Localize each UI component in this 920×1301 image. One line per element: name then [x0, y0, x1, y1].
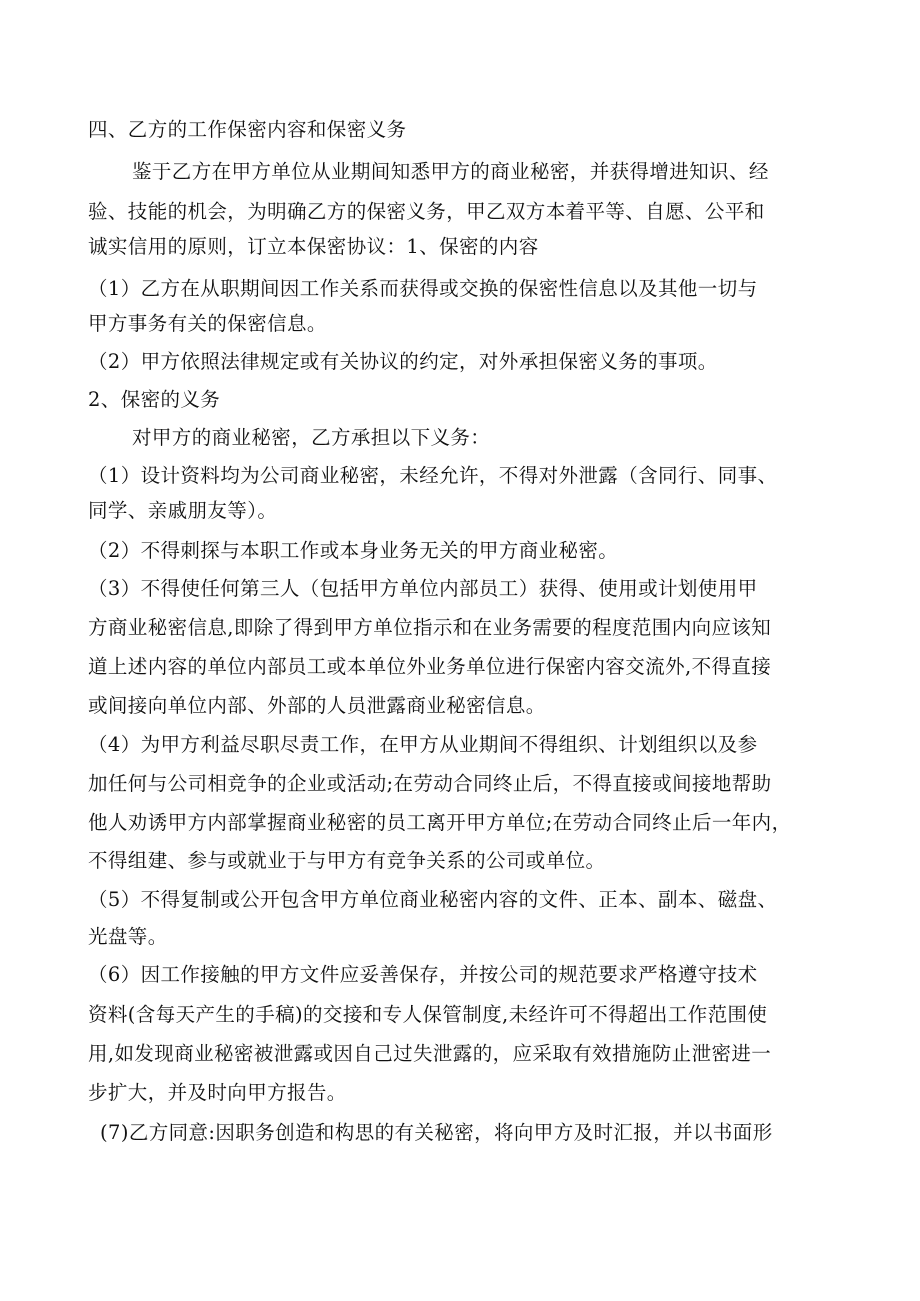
obligation-6-line: （6）因工作接触的甲方文件应妥善保存，并按公司的规范要求严格遵守技术	[88, 963, 758, 986]
content-item-1-line: 甲方事务有关的保密信息。	[88, 312, 327, 335]
content-item-1-line: （1）乙方在从职期间因工作关系而获得或交换的保密性信息以及其他一切与	[88, 277, 758, 300]
obligation-3-line: 方商业秘密信息,即除了得到甲方单位指示和在业务需要的程度范围内向应该知	[88, 616, 772, 639]
obligation-4-line: 加任何与公司相竞争的企业或活动;在劳动合同终止后，不得直接或间接地帮助	[88, 772, 772, 795]
obligation-7-line: (7)乙方同意:因职务创造和构思的有关秘密，将向甲方及时汇报，并以书面形	[100, 1121, 773, 1144]
intro-line: 验、技能的机会，为明确乙方的保密义务，甲乙双方本着平等、自愿、公平和	[88, 200, 765, 223]
intro-line: 鉴于乙方在甲方单位从业期间知悉甲方的商业秘密，并获得增进知识、经	[132, 160, 769, 183]
obligation-6-line: 步扩大，并及时向甲方报告。	[88, 1081, 347, 1104]
content-item-2-line: （2）甲方依照法律规定或有关协议的约定，对外承担保密义务的事项。	[88, 350, 718, 373]
obligation-intro: 对甲方的商业秘密，乙方承担以下义务：	[132, 426, 491, 449]
obligation-4-line: （4）为甲方利益尽职尽责工作，在甲方从业期间不得组织、计划组织以及参	[88, 733, 758, 756]
obligation-6-line: 资料(含每天产生的手稿)的交接和专人保管制度,未经许可不得超出工作范围使	[88, 1003, 768, 1026]
obligation-heading: 2、保密的义务	[88, 388, 221, 411]
obligation-2-line: （2）不得刺探与本职工作或本身业务无关的甲方商业秘密。	[88, 539, 619, 562]
obligation-3-line: 道上述内容的单位内部员工或本单位外业务单位进行保密内容交流外,不得直接	[88, 655, 772, 678]
obligation-6-line: 用,如发现商业秘密被泄露或因自己过失泄露的，应采取有效措施防止泄密进一	[88, 1042, 772, 1065]
obligation-1-line: 同学、亲戚朋友等）。	[88, 499, 278, 522]
intro-line: 诚实信用的原则，订立本保密协议：1、保密的内容	[88, 235, 539, 258]
obligation-5-line: （5）不得复制或公开包含甲方单位商业秘密内容的文件、正本、副本、磁盘、	[88, 888, 778, 911]
obligation-4-line: 他人劝诱甲方内部掌握商业秘密的员工离开甲方单位;在劳动合同终止后一年内，	[88, 811, 792, 834]
obligation-3-line: 或间接向单位内部、外部的人员泄露商业秘密信息。	[88, 694, 546, 717]
obligation-1-line: （1）设计资料均为公司商业秘密，未经允许，不得对外泄露（含同行、同事、	[88, 464, 778, 487]
obligation-4-line: 不得组建、参与或就业于与甲方有竞争关系的公司或单位。	[88, 849, 606, 872]
section-heading: 四、乙方的工作保密内容和保密义务	[88, 118, 407, 141]
obligation-3-line: （3）不得使任何第三人（包括甲方单位内部员工）获得、使用或计划使用甲	[88, 577, 758, 600]
obligation-5-line: 光盘等。	[88, 925, 168, 948]
